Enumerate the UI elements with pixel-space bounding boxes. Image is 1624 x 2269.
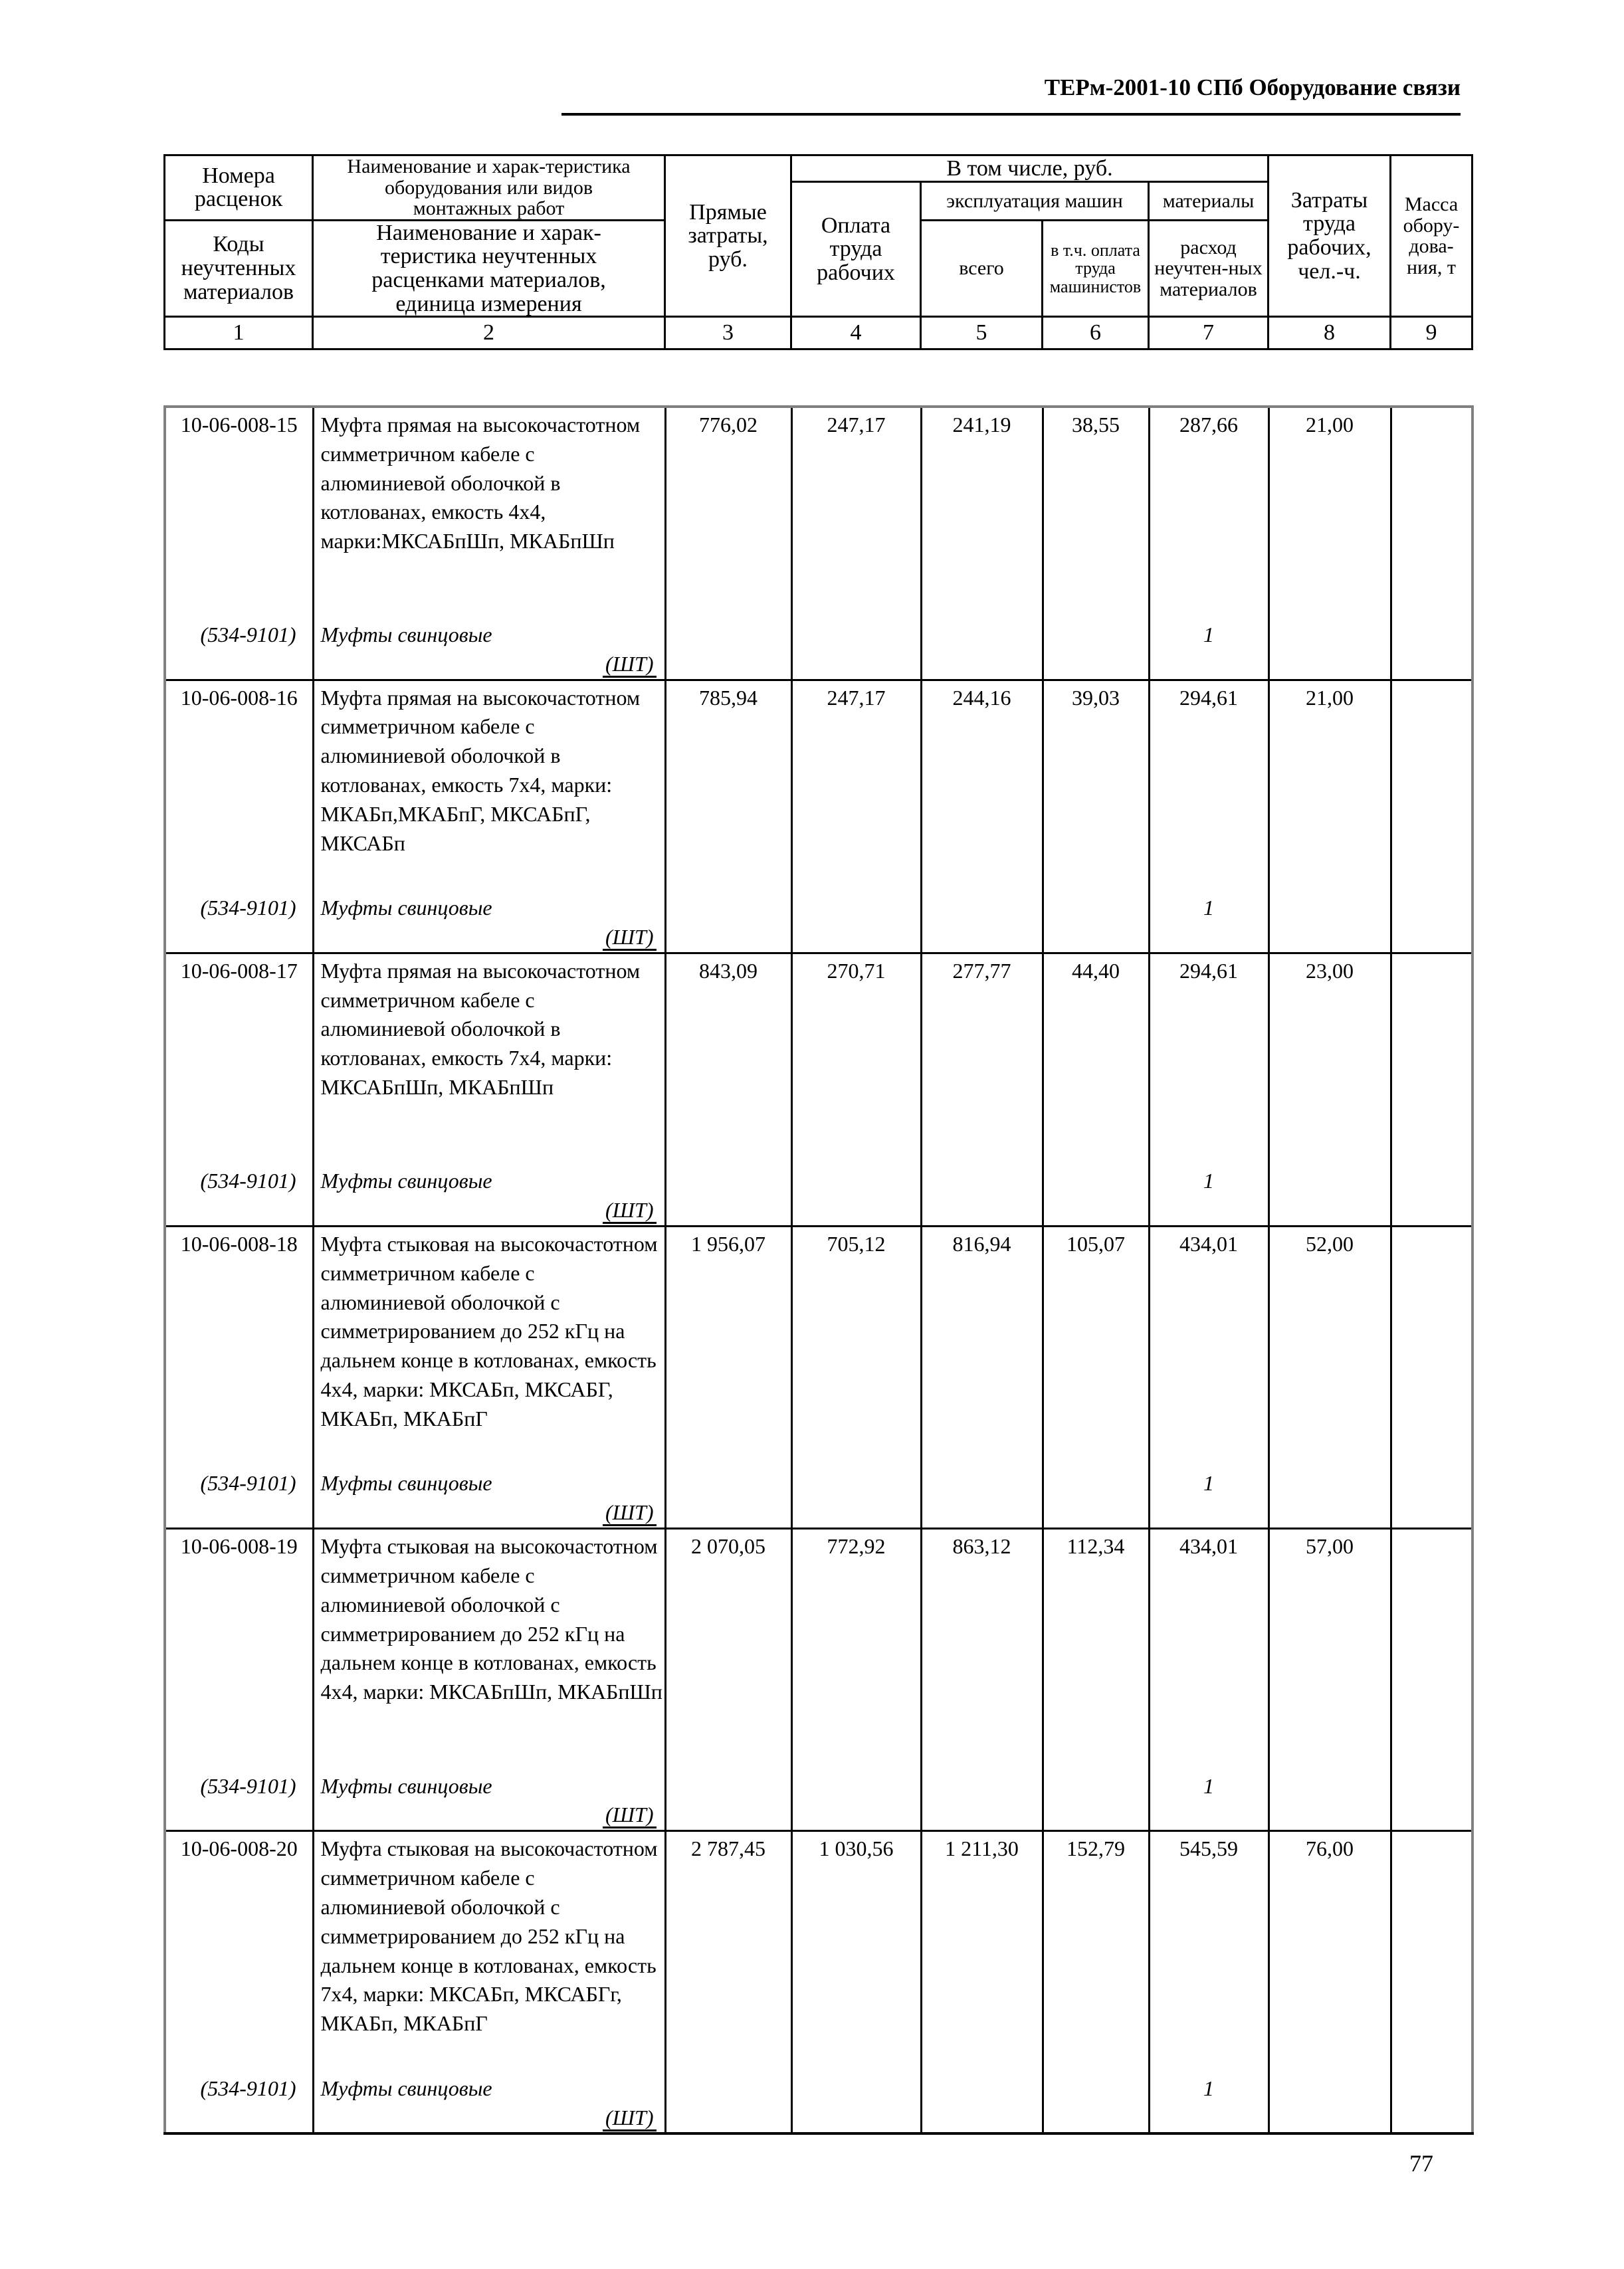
material-quantity-cell: 1	[1149, 1769, 1269, 1831]
rate-name-cell: Муфта стыковая на высокочастотном симметричном кабеле с алюминиевой оболочкой с симметрированием до 252 кГц на дальнем конце в котлованах, емкость 4х4, марки: МКСАБп, МКСАБГ, МКАБп, МКАБпГ	[313, 1226, 665, 1466]
machines-total-cell: 244,16	[921, 680, 1043, 891]
empty-cell	[1043, 2072, 1149, 2134]
labor-hours-cell: 52,00	[1269, 1226, 1391, 1466]
material-name-cell	[313, 2072, 665, 2134]
material-code-cell: (534-9101)	[165, 1769, 313, 1831]
header-name-top: Наименование и харак-теристика оборудования или видов монтажных работ	[313, 155, 665, 221]
material-unit-label: (ШТ)	[603, 1198, 656, 1224]
material-quantity-cell: 1	[1149, 1164, 1269, 1226]
material-name-cell	[313, 1769, 665, 1831]
material-name: Муфты свинцовые	[320, 623, 492, 646]
material-unit	[321, 1196, 664, 1225]
material-unit	[321, 650, 664, 679]
machinists-pay-cell: 38,55	[1043, 407, 1149, 618]
material-unit	[321, 923, 664, 952]
material-row	[165, 1164, 1472, 1226]
mass-cell	[1391, 1529, 1472, 1769]
rate-name-cell: Муфта прямая на высокочастотном симметричном кабеле с алюминиевой оболочкой в котлованах, емкость 7х4, марки: МКАБп,МКАБпГ, МКСАБпГ, МКСАБп	[313, 680, 665, 891]
mass-cell	[1391, 1831, 1472, 2072]
material-unit	[321, 1801, 664, 1830]
labor-hours-cell: 23,00	[1269, 953, 1391, 1164]
empty-cell	[1391, 1164, 1472, 1226]
header-unaccounted-materials: расход неучтен-ных материалов	[1149, 220, 1269, 317]
empty-cell	[791, 1466, 921, 1528]
material-name-cell	[313, 1466, 665, 1528]
empty-cell	[1269, 1769, 1391, 1831]
machines-total-cell: 241,19	[921, 407, 1043, 618]
material-quantity-cell: 1	[1149, 618, 1269, 680]
empty-cell	[921, 1164, 1043, 1226]
worker-pay-cell: 247,17	[791, 407, 921, 618]
labor-hours-cell: 57,00	[1269, 1529, 1391, 1769]
rate-name-cell: Муфта прямая на высокочастотном симметричном кабеле с алюминиевой оболочкой в котлованах, емкость 4х4, марки:МКСАБпШп, МКАБпШп	[313, 407, 665, 618]
empty-cell	[1269, 1466, 1391, 1528]
material-row	[165, 1769, 1472, 1831]
materials-cell: 294,61	[1149, 680, 1269, 891]
header-mass: Масса обору-дова-ния, т	[1391, 155, 1472, 317]
machinists-pay-cell: 112,34	[1043, 1529, 1149, 1769]
empty-cell	[1269, 2072, 1391, 2134]
column-number: 3	[665, 317, 791, 349]
empty-cell	[1043, 618, 1149, 680]
materials-cell: 287,66	[1149, 407, 1269, 618]
column-number: 1	[165, 317, 313, 349]
material-name: Муфты свинцовые	[320, 2076, 492, 2100]
empty-cell	[791, 618, 921, 680]
material-row	[165, 618, 1472, 680]
worker-pay-cell: 270,71	[791, 953, 921, 1164]
header-codes-top: Номера расценок	[165, 155, 313, 221]
rate-name-cell: Муфта стыковая на высокочастотном симметричном кабеле с алюминиевой оболочкой с симметрированием до 252 кГц на дальнем конце в котлованах, емкость 7х4, марки: МКСАБп, МКСАБГг, МКАБп, МКАБпГ	[313, 1831, 665, 2072]
material-unit-label: (ШТ)	[603, 2106, 656, 2131]
empty-cell	[921, 2072, 1043, 2134]
empty-cell	[1043, 891, 1149, 953]
table-row	[165, 1226, 1472, 1466]
material-unit-label: (ШТ)	[603, 925, 656, 951]
rate-name-cell: Муфта прямая на высокочастотном симметричном кабеле с алюминиевой оболочкой в котлованах, емкость 7х4, марки: МКСАБпШп, МКАБпШп	[313, 953, 665, 1164]
empty-cell	[1043, 1466, 1149, 1528]
empty-cell	[665, 891, 791, 953]
materials-cell: 434,01	[1149, 1226, 1269, 1466]
column-number: 9	[1391, 317, 1472, 349]
direct-cost-cell: 776,02	[665, 407, 791, 618]
column-number: 6	[1043, 317, 1149, 349]
empty-cell	[921, 1769, 1043, 1831]
direct-cost-cell: 2 070,05	[665, 1529, 791, 1769]
mass-cell	[1391, 407, 1472, 618]
machines-total-cell: 1 211,30	[921, 1831, 1043, 2072]
machines-total-cell: 277,77	[921, 953, 1043, 1164]
empty-cell	[1391, 1466, 1472, 1528]
material-row	[165, 2072, 1472, 2134]
material-code-cell: (534-9101)	[165, 891, 313, 953]
empty-cell	[1391, 2072, 1472, 2134]
direct-cost-cell: 1 956,07	[665, 1226, 791, 1466]
table-row	[165, 953, 1472, 1164]
header-worker-pay: Оплата труда рабочих	[791, 182, 921, 317]
column-number: 7	[1149, 317, 1269, 349]
empty-cell	[1269, 1164, 1391, 1226]
worker-pay-cell: 247,17	[791, 680, 921, 891]
empty-cell	[1391, 618, 1472, 680]
machinists-pay-cell: 152,79	[1043, 1831, 1149, 2072]
header-machinists-pay: в т.ч. оплата труда машинистов	[1043, 220, 1149, 317]
empty-cell	[1391, 1769, 1472, 1831]
machinists-pay-cell: 44,40	[1043, 953, 1149, 1164]
material-name: Муфты свинцовые	[320, 1471, 492, 1496]
mass-cell	[1391, 680, 1472, 891]
material-name: Муфты свинцовые	[320, 1773, 492, 1798]
machines-total-cell: 863,12	[921, 1529, 1043, 1769]
material-unit	[321, 1498, 664, 1528]
material-quantity-cell: 1	[1149, 891, 1269, 953]
rate-code-cell: 10-06-008-15	[165, 407, 313, 618]
table-row	[165, 1529, 1472, 1769]
rate-code-cell: 10-06-008-19	[165, 1529, 313, 1769]
column-number: 5	[921, 317, 1043, 349]
labor-hours-cell: 76,00	[1269, 1831, 1391, 2072]
header-material-names: Наименование и харак-теристика неучтенных расценками материалов, единица измерения	[313, 220, 665, 317]
worker-pay-cell: 772,92	[791, 1529, 921, 1769]
material-row	[165, 1466, 1472, 1528]
header-direct-costs: Прямые затраты, руб.	[665, 155, 791, 317]
materials-cell: 434,01	[1149, 1529, 1269, 1769]
rate-name-cell: Муфта стыковая на высокочастотном симметричном кабеле с алюминиевой оболочкой с симметрированием до 252 кГц на дальнем конце в котлованах, емкость 4х4, марки: МКСАБпШп, МКАБпШп	[313, 1529, 665, 1769]
empty-cell	[921, 891, 1043, 953]
empty-cell	[791, 891, 921, 953]
table-row	[165, 1831, 1472, 2072]
worker-pay-cell: 1 030,56	[791, 1831, 921, 2072]
machinists-pay-cell: 105,07	[1043, 1226, 1149, 1466]
document-title: ТЕРм-2001-10 СПб Оборудование связи	[1044, 74, 1461, 100]
empty-cell	[665, 1769, 791, 1831]
column-number: 4	[791, 317, 921, 349]
page-number: 77	[1409, 2150, 1433, 2177]
empty-cell	[1391, 891, 1472, 953]
title-underline	[561, 113, 1461, 116]
material-code-cell: (534-9101)	[165, 1466, 313, 1528]
column-number: 2	[313, 317, 665, 349]
rate-code-cell: 10-06-008-16	[165, 680, 313, 891]
empty-cell	[665, 1466, 791, 1528]
material-quantity-cell: 1	[1149, 2072, 1269, 2134]
material-name: Муфты свинцовые	[320, 896, 492, 920]
machines-total-cell: 816,94	[921, 1226, 1043, 1466]
empty-cell	[921, 618, 1043, 680]
empty-cell	[791, 1769, 921, 1831]
empty-cell	[1269, 618, 1391, 680]
empty-cell	[791, 2072, 921, 2134]
rate-code-cell: 10-06-008-18	[165, 1226, 313, 1466]
rate-code-cell: 10-06-008-20	[165, 1831, 313, 2072]
table-row	[165, 680, 1472, 891]
material-code-cell: (534-9101)	[165, 1164, 313, 1226]
table-header	[163, 154, 1473, 350]
material-unit	[321, 2104, 664, 2133]
mass-cell	[1391, 1226, 1472, 1466]
material-row	[165, 891, 1472, 953]
material-name-cell	[313, 618, 665, 680]
material-unit-label: (ШТ)	[603, 1500, 656, 1526]
rates-table	[163, 405, 1474, 2135]
header-materials: материалы	[1149, 182, 1269, 221]
header-including: В том числе, руб.	[791, 155, 1269, 182]
empty-cell	[665, 2072, 791, 2134]
materials-cell: 294,61	[1149, 953, 1269, 1164]
mass-cell	[1391, 953, 1472, 1164]
material-unit-label: (ШТ)	[603, 652, 656, 678]
material-name-cell	[313, 891, 665, 953]
direct-cost-cell: 2 787,45	[665, 1831, 791, 2072]
material-name: Муфты свинцовые	[320, 1169, 492, 1193]
empty-cell	[921, 1466, 1043, 1528]
header-machine-operation: эксплуатация машин	[921, 182, 1149, 221]
rate-code-cell: 10-06-008-17	[165, 953, 313, 1164]
empty-cell	[1043, 1769, 1149, 1831]
empty-cell	[1269, 891, 1391, 953]
header-labor-hours: Затраты труда рабочих, чел.-ч.	[1269, 155, 1391, 317]
table-row	[165, 407, 1472, 618]
material-quantity-cell: 1	[1149, 1466, 1269, 1528]
empty-cell	[791, 1164, 921, 1226]
empty-cell	[665, 1164, 791, 1226]
empty-cell	[1043, 1164, 1149, 1226]
material-code-cell: (534-9101)	[165, 618, 313, 680]
labor-hours-cell: 21,00	[1269, 407, 1391, 618]
labor-hours-cell: 21,00	[1269, 680, 1391, 891]
empty-cell	[665, 618, 791, 680]
materials-cell: 545,59	[1149, 1831, 1269, 2072]
material-unit-label: (ШТ)	[603, 1803, 656, 1828]
header-material-codes: Коды неучтенных материалов	[165, 220, 313, 317]
material-name-cell	[313, 1164, 665, 1226]
material-code-cell: (534-9101)	[165, 2072, 313, 2134]
direct-cost-cell: 843,09	[665, 953, 791, 1164]
machinists-pay-cell: 39,03	[1043, 680, 1149, 891]
column-number: 8	[1269, 317, 1391, 349]
header-machines-total: всего	[921, 220, 1043, 317]
worker-pay-cell: 705,12	[791, 1226, 921, 1466]
direct-cost-cell: 785,94	[665, 680, 791, 891]
